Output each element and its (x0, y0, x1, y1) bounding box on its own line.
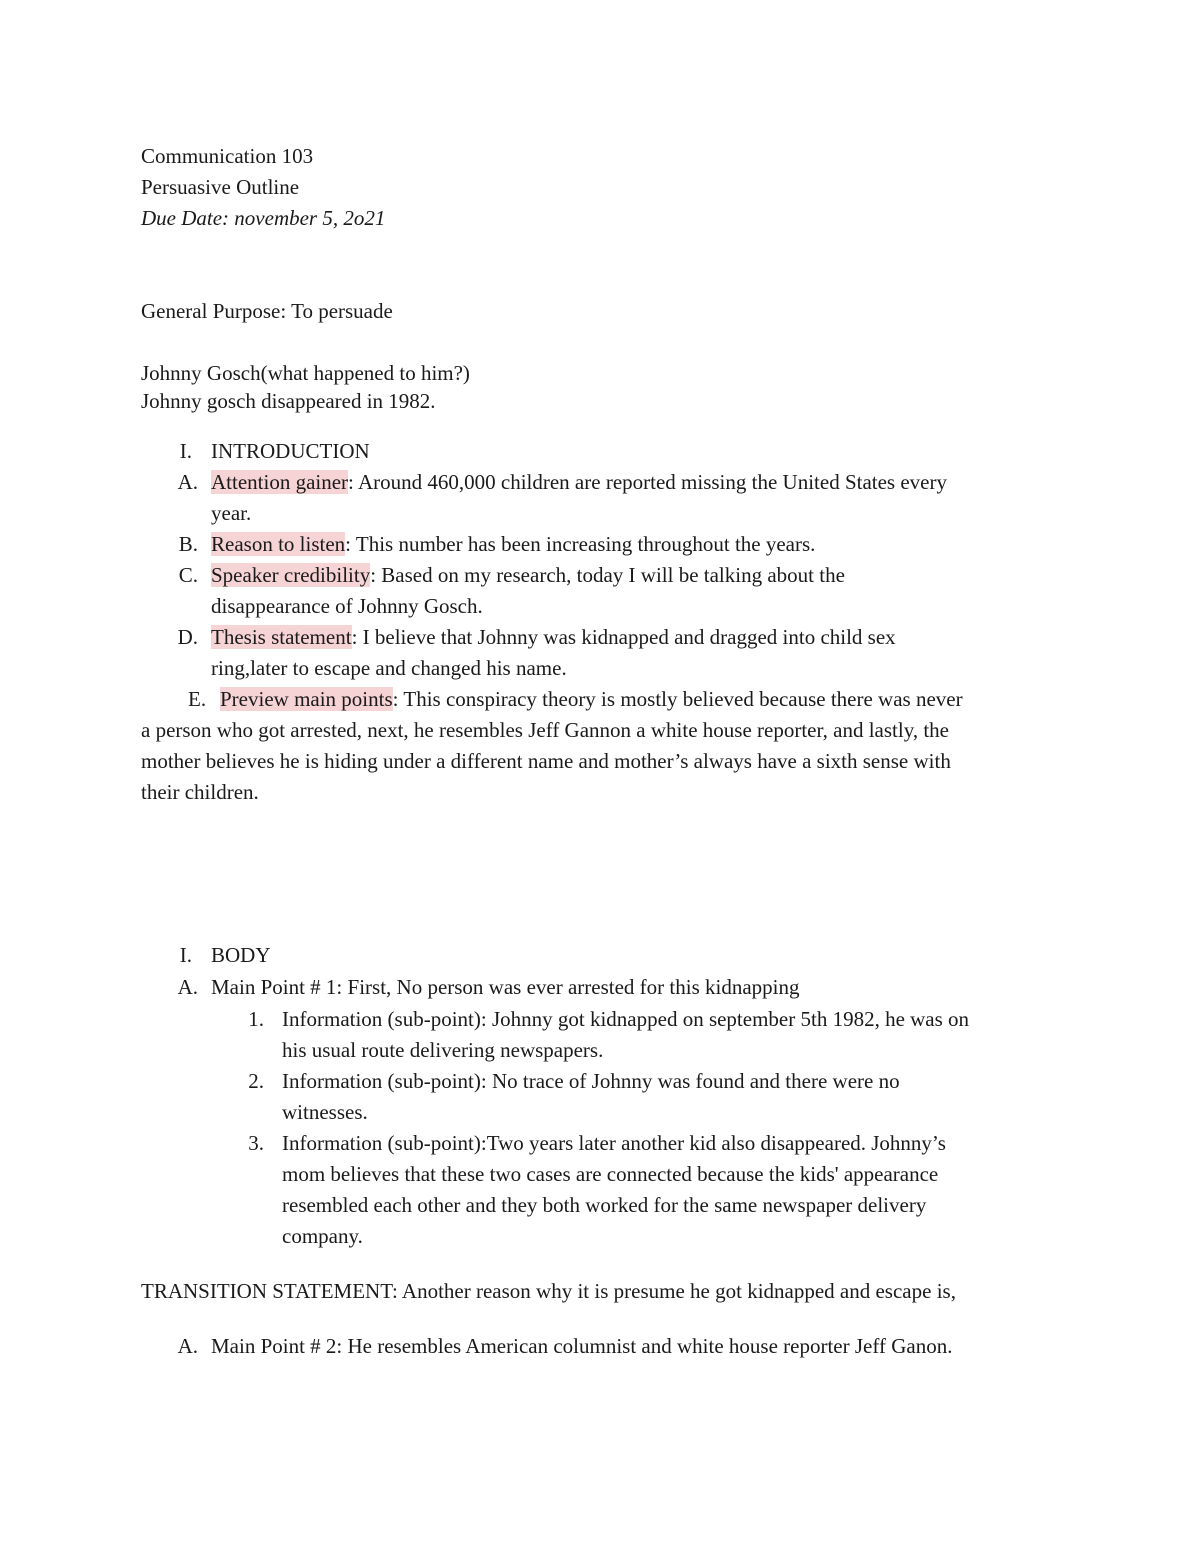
intro-item-letter: B. (178, 532, 198, 556)
intro-item-preview (220, 684, 963, 715)
preview-continuation: mother believes he is hiding under a different name and mother’s always have a sixth sense with (141, 749, 951, 773)
subpoint-line: resembled each other and they both worked for the same newspaper delivery (282, 1193, 927, 1217)
intro-heading: INTRODUCTION (211, 439, 370, 463)
main-point-letter: A. (177, 975, 198, 999)
intro-item-continuation: disappearance of Johnny Gosch. (211, 594, 483, 618)
subpoint-line: his usual route delivering newspapers. (282, 1038, 604, 1062)
intro-item-continuation: year. (211, 501, 252, 525)
reason-to-listen-label: Reason to listen (211, 532, 346, 556)
body-heading: BODY (211, 943, 271, 967)
intro-item-reason (211, 529, 815, 560)
main-point-letter: A. (177, 1334, 198, 1358)
preview-main-points-label: Preview main points (220, 687, 393, 711)
intro-item-letter: A. (177, 470, 198, 494)
speaker-credibility-text: : Based on my research, today I will be talking about the (370, 563, 845, 587)
intro-numeral: I. (179, 439, 192, 463)
thesis-statement-text: : I believe that Johnny was kidnapped and dragged into child sex (351, 625, 896, 649)
general-purpose: General Purpose: To persuade (141, 299, 393, 323)
speaker-credibility-label: Speaker credibility (211, 563, 371, 587)
preview-continuation: a person who got arrested, next, he resembles Jeff Gannon a white house reporter, and lastly, the (141, 718, 949, 742)
attention-gainer-label: Attention gainer (211, 470, 349, 494)
intro-item-letter: D. (177, 625, 198, 649)
intro-item-attention (211, 467, 947, 498)
topic-title: Johnny Gosch(what happened to him?) (141, 361, 470, 385)
reason-to-listen-text: : This number has been increasing throughout the years. (345, 532, 816, 556)
subpoint-line: Information (sub-point):Two years later another kid also disappeared. Johnny’s (282, 1131, 946, 1155)
preview-continuation: their children. (141, 780, 259, 804)
course-title: Communication 103 (141, 144, 314, 168)
intro-item-credibility (211, 560, 845, 591)
preview-main-points-text: : This conspiracy theory is mostly believed because there was never (392, 687, 963, 711)
body-numeral: I. (179, 943, 192, 967)
subpoint-line: Information (sub-point): No trace of Johnny was found and there were no (282, 1069, 900, 1093)
thesis-statement-label: Thesis statement (211, 625, 352, 649)
assignment-title: Persuasive Outline (141, 175, 300, 199)
intro-item-continuation: ring,later to escape and changed his name. (211, 656, 567, 680)
main-point-1: Main Point # 1: First, No person was ever arrested for this kidnapping (211, 975, 800, 999)
topic-subtitle: Johnny gosch disappeared in 1982. (141, 389, 436, 413)
subpoint-line: company. (282, 1224, 363, 1248)
subpoint-number: 1. (248, 1007, 264, 1031)
intro-item-letter: E. (188, 687, 207, 711)
subpoint-line: mom believes that these two cases are connected because the kids' appearance (282, 1162, 939, 1186)
subpoint-number: 3. (248, 1131, 264, 1155)
subpoint-number: 2. (248, 1069, 264, 1093)
intro-item-letter: C. (178, 563, 198, 587)
due-date: Due Date: november 5, 2o21 (141, 206, 386, 230)
attention-gainer-text: : Around 460,000 children are reported missing the United States every (348, 470, 947, 494)
main-point-2: Main Point # 2: He resembles American columnist and white house reporter Jeff Ganon. (211, 1334, 953, 1358)
subpoint-line: Information (sub-point): Johnny got kidnapped on september 5th 1982, he was on (282, 1007, 970, 1031)
subpoint-line: witnesses. (282, 1100, 368, 1124)
transition-statement: TRANSITION STATEMENT: Another reason why it is presume he got kidnapped and escape is, (141, 1279, 956, 1303)
intro-item-thesis (211, 622, 896, 653)
